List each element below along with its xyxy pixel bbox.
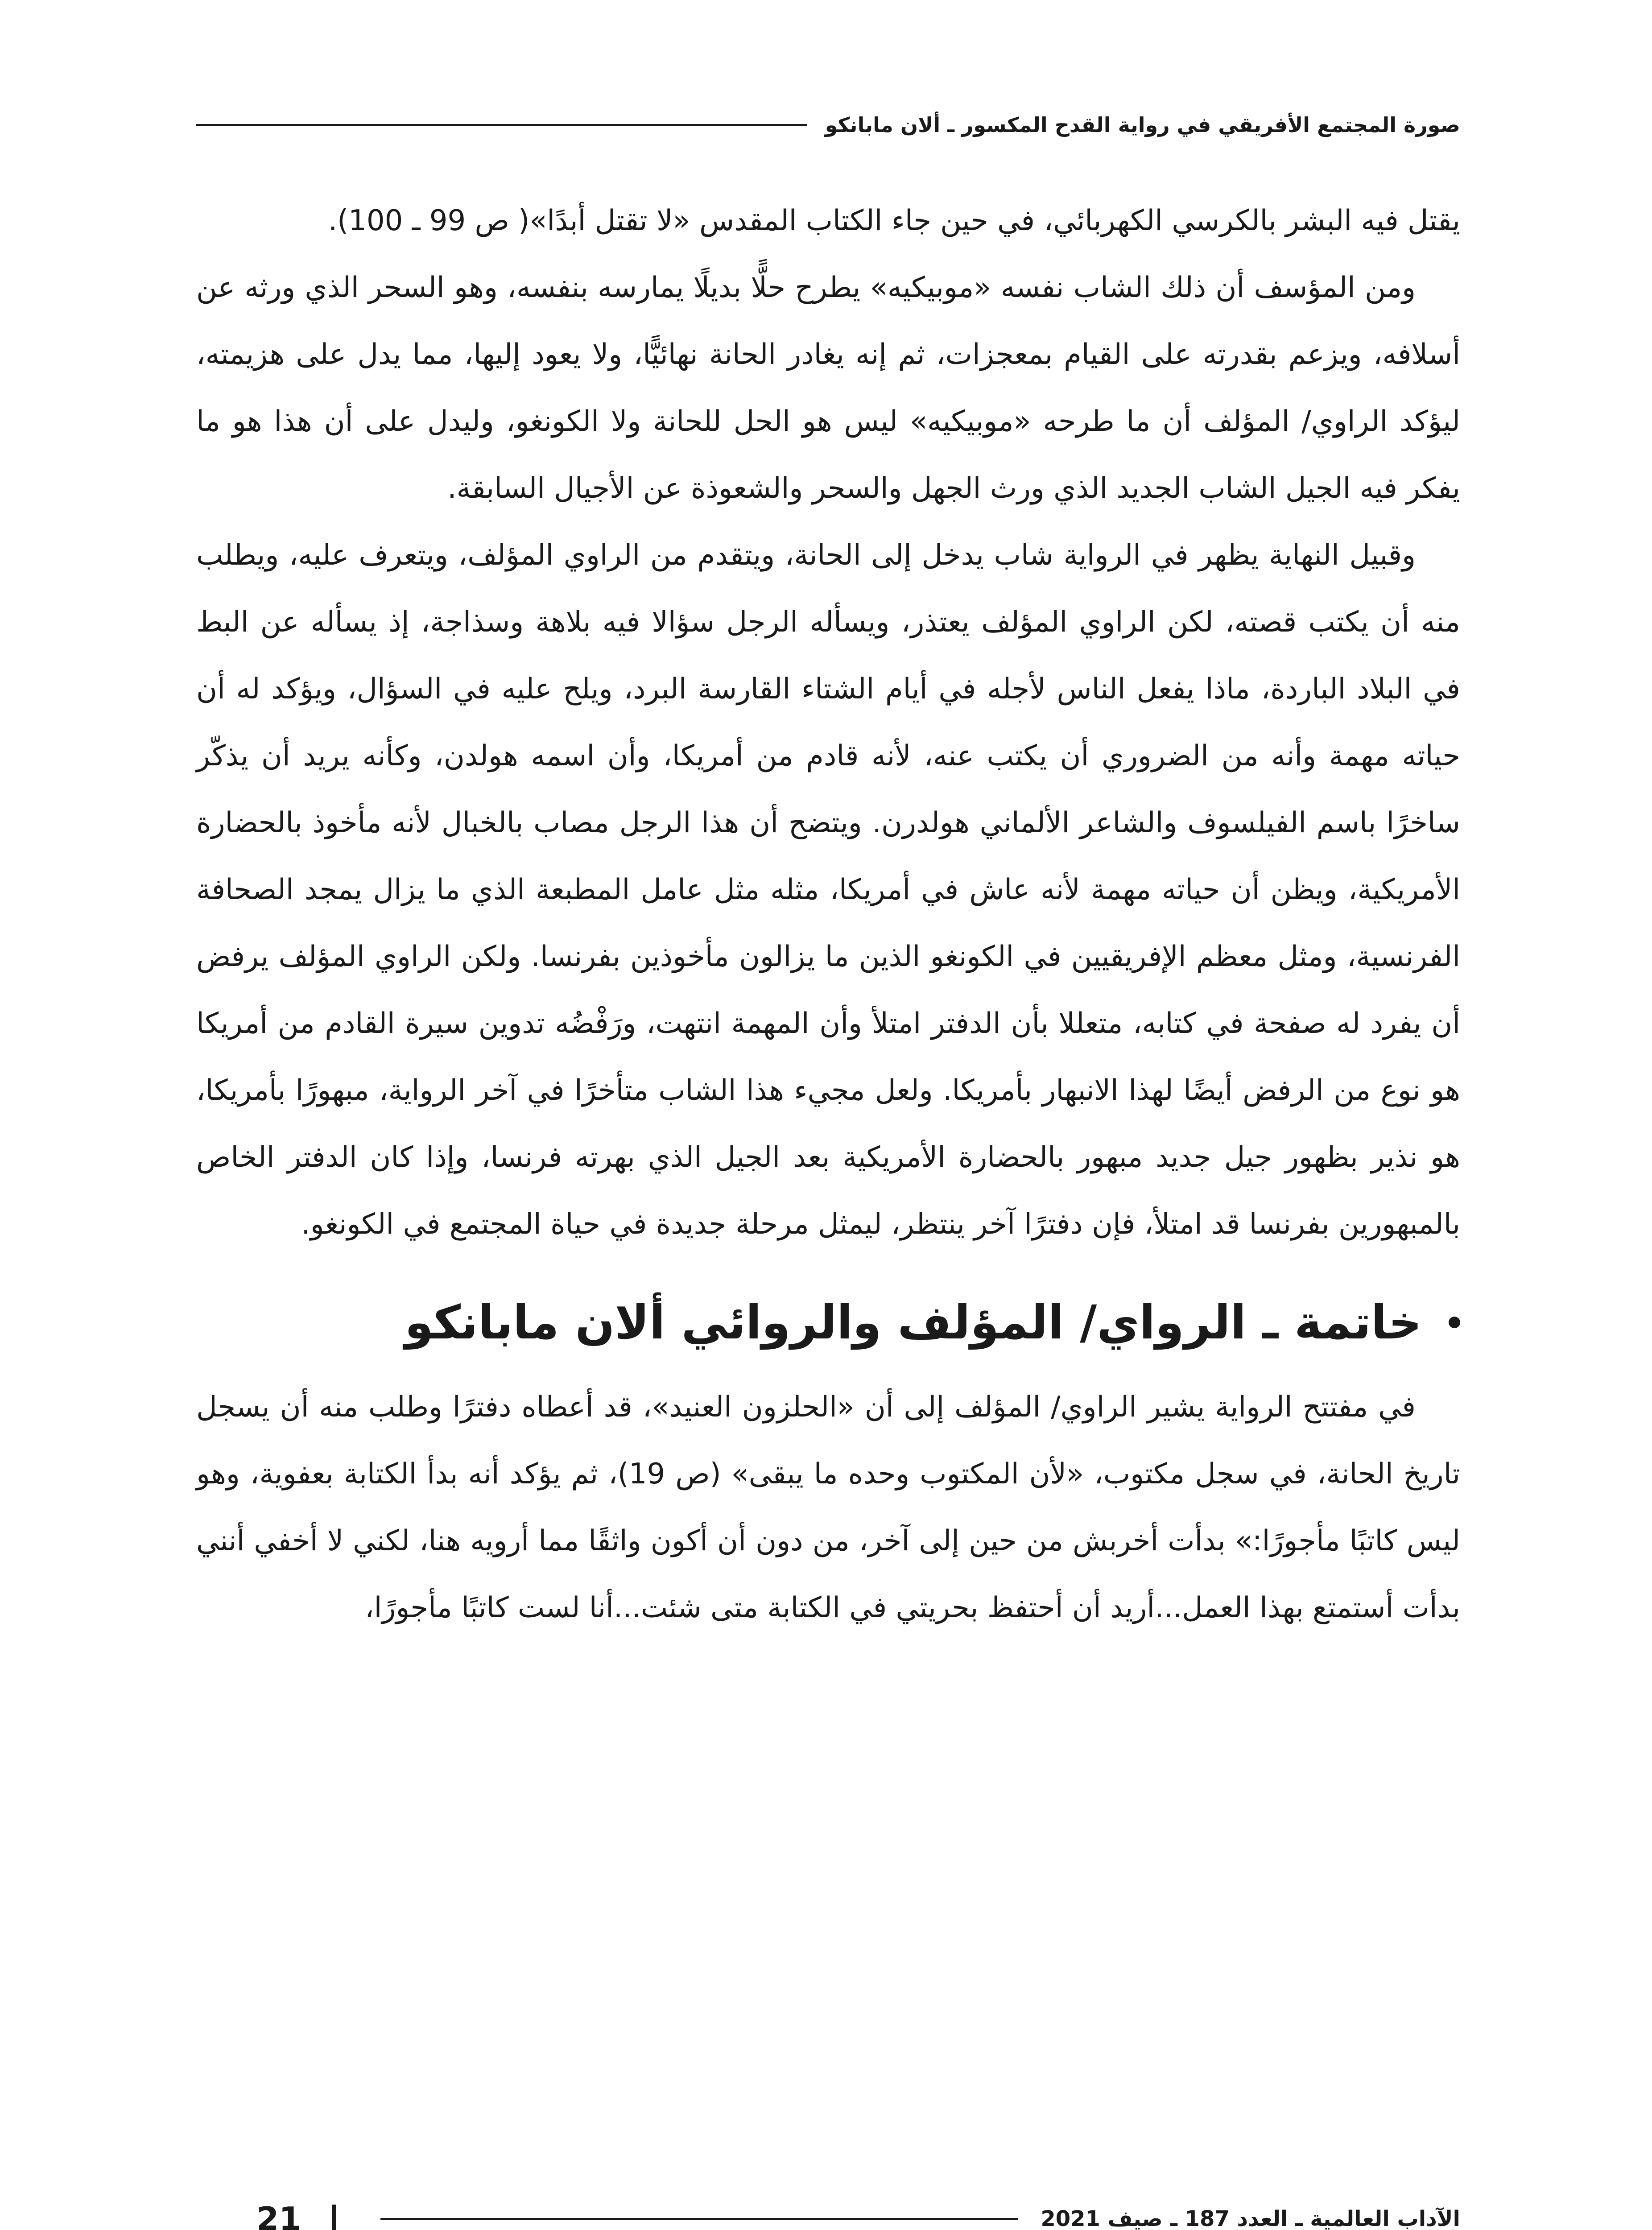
section-heading	[196, 1293, 1460, 1351]
page-number: 21	[256, 2200, 301, 2230]
paragraph: ومن المؤسف أن ذلك الشاب نفسه «موبيكيه» يطرح حلًّا بديلًا يمارسه بنفسه، وهو السحر الذي ورثه عن أسلافه، ويزعم بقدرته على القيام بمعجزات، ثم إنه يغادر الحانة نهائيًّا، ولا يعود إليها، مما يدل على هزيمته، ليؤكد الراوي/ المؤلف أن ما طرحه «موبيكيه» ليس هو الحل للحانة ولا الكونغو، وليدل على أن هذا هو ما يفكر فيه الجيل الشاب الجديد الذي ورث الجهل والسحر والشعوذة عن الأجيال السابقة.	[196, 271, 1460, 505]
section-heading-text: خاتمة ـ الرواي/ المؤلف والروائي ألان مابانكو	[405, 1295, 1422, 1350]
running-header	[196, 105, 1460, 145]
bullet-icon	[1449, 1317, 1460, 1328]
paragraph-continuation: يقتل فيه البشر بالكرسي الكهربائي، في حين جاء الكتاب المقدس «لا تقتل أبدًا»( ص 99 ـ 100).	[328, 204, 1460, 237]
running-title: صورة المجتمع الأفريقي في رواية القدح المكسور ـ ألان مابانكو	[825, 113, 1460, 137]
footer-separator	[332, 2205, 336, 2230]
journal-issue: الآداب العالمية ـ العدد 187 ـ صيف 2021	[1041, 2206, 1460, 2230]
footer-rule	[380, 2218, 1018, 2220]
running-footer	[196, 2199, 1460, 2230]
article-body	[196, 187, 1460, 1641]
paragraph: وقبيل النهاية يظهر في الرواية شاب يدخل إلى الحانة، ويتقدم من الراوي المؤلف، ويتعرف عليه، ويطلب منه أن يكتب قصته، لكن الراوي المؤلف يعتذر، ويسأله الرجل سؤالا فيه بلاهة وسذاجة، إذ يسأله عن البط في البلاد الباردة، ماذا يفعل الناس لأجله في أيام الشتاء القارسة البرد، ويلح عليه في السؤال، ويؤكد له أن حياته مهمة وأنه من الضروري أن يكتب عنه، لأنه قادم من أمريكا، وأن اسمه هولدن، وكأنه يريد أن يذكّر ساخرًا باسم الفيلسوف والشاعر الألماني هولدرن. ويتضح أن هذا الرجل مصاب بالخبال لأنه مأخوذ بالحضارة الأمريكية، ويظن أن حياته مهمة لأنه عاش في أمريكا، مثله مثل عامل المطبعة الذي ما يزال يمجد الصحافة الفرنسية، ومثل معظم الإفريقيين في الكونغو الذين ما يزالون مأخوذين بفرنسا. ولكن الراوي المؤلف يرفض أن يفرد له صفحة في كتابه، متعللا بأن الدفتر امتلأ وأن المهمة انتهت، ورَفْضُه تدوين سيرة القادم من أمريكا هو نوع من الرفض أيضًا لهذا الانبهار بأمريكا. ولعل مجيء هذا الشاب متأخرًا في آخر الرواية، مبهورًا بأمريكا، هو نذير بظهور جيل جديد مبهور بالحضارة الأمريكية بعد الجيل الذي بهرته فرنسا، وإذا كان الدفتر الخاص بالمبهورين بفرنسا قد امتلأ، فإن دفترًا آخر ينتظر، ليمثل مرحلة جديدة في حياة المجتمع في الكونغو.	[196, 539, 1460, 1241]
header-rule	[196, 124, 807, 126]
paragraph: في مفتتح الرواية يشير الراوي/ المؤلف إلى أن «الحلزون العنيد»، قد أعطاه دفترًا وطلب منه أن يسجل تاريخ الحانة، في سجل مكتوب، «لأن المكتوب وحده ما يبقى» (ص 19)، ثم يؤكد أنه بدأ الكتابة بعفوية، وهو ليس كاتبًا مأجورًا:» بدأت أخربش من حين إلى آخر، من دون أن أكون واثقًا مما أرويه هنا، لكني لا أخفي أنني بدأت أستمتع بهذا العمل...أريد أن أحتفظ بحريتي في الكتابة متى شئت...أنا لست كاتبًا مأجورًا،	[196, 1391, 1461, 1624]
